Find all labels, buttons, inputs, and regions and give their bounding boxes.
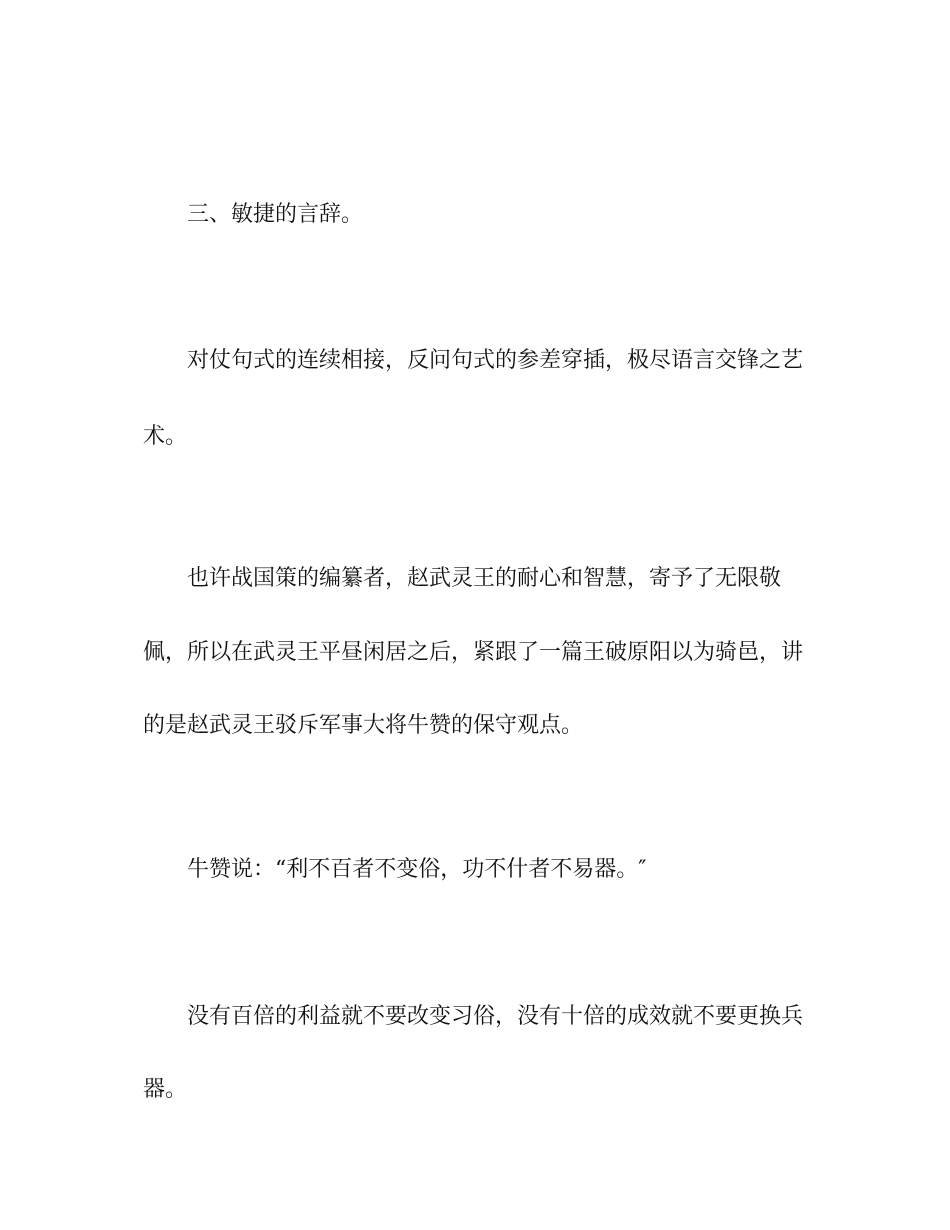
paragraph-line: 的是赵武灵王驳斥军事大将牛赞的保守观点。 (143, 713, 584, 738)
paragraph-line: 也许战国策的编纂者，赵武灵王的耐心和智慧，寄予了无限敬 (187, 566, 782, 591)
paragraph-line: 佩，所以在武灵王平昼闲居之后，紧跟了一篇王破原阳以为骑邑，讲 (143, 640, 804, 665)
paragraph-line: 器。 (143, 1077, 188, 1102)
quote-line: 牛赞说：“利不百者不变俗，功不什者不易器。″ (187, 857, 647, 882)
paragraph-line: 没有百倍的利益就不要改变习俗，没有十倍的成效就不要更换兵 (187, 1004, 804, 1029)
paragraph-line: 术。 (143, 424, 188, 449)
section-heading: 三、敏捷的言辞。 (187, 202, 364, 227)
paragraph-line: 对仗句式的连续相接，反问句式的参差穿插，极尽语言交锋之艺 (187, 348, 804, 373)
